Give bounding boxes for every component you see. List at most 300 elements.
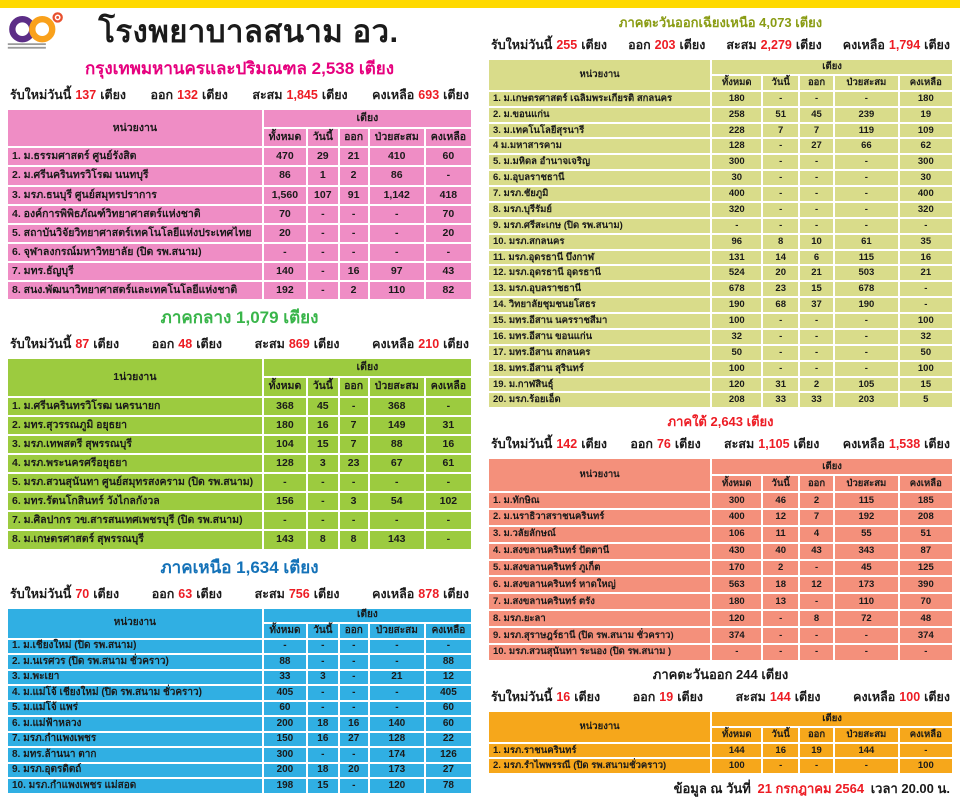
left-column — [6, 10, 473, 799]
value-cell: - — [339, 397, 369, 416]
value-cell: 100 — [899, 313, 953, 329]
value-cell: - — [425, 166, 472, 185]
value-cell: 20 — [339, 763, 369, 779]
stat-item — [10, 334, 119, 354]
value-cell: - — [762, 758, 799, 774]
stat-unit: เตียง — [93, 337, 120, 352]
table-row — [488, 560, 953, 577]
unit-cell: 17. มทร.อีสาน สกลนคร — [488, 345, 711, 361]
unit-cell: 1. ม.ทักษิณ — [488, 492, 711, 509]
value-cell: - — [263, 639, 307, 655]
value-cell: - — [307, 639, 339, 655]
value-cell: - — [263, 511, 307, 530]
unit-cell: 5. มรภ.สวนสุนันทา ศูนย์สมุทรสงคราม (ปิด รพ.สนาม) — [7, 473, 263, 492]
value-cell: 30 — [899, 170, 953, 186]
value-cell: 12 — [762, 509, 799, 526]
value-cell: 50 — [711, 345, 762, 361]
stat-unit: เตียง — [679, 38, 706, 52]
unit-cell: 6. ม.สงขลานครินทร์ หาดใหญ่ — [488, 576, 711, 593]
value-cell: - — [339, 685, 369, 701]
stat-unit: เตียง — [313, 586, 340, 601]
value-cell: 78 — [425, 778, 472, 794]
value-cell: 91 — [339, 186, 369, 205]
value-cell: - — [799, 560, 834, 577]
value-cell: 1,560 — [263, 186, 307, 205]
column-header: คงเหลือ — [899, 727, 953, 743]
value-cell: 390 — [899, 576, 953, 593]
value-cell: - — [762, 186, 799, 202]
stat-unit: เตียง — [793, 437, 820, 452]
section-title: ภาคเหนือ 1,634 เตียง — [160, 557, 319, 577]
column-header: ทั้งหมด — [263, 128, 307, 147]
value-cell: 12 — [425, 670, 472, 686]
value-cell: 7 — [799, 509, 834, 526]
table-row — [7, 186, 472, 205]
table-row — [488, 170, 953, 186]
stat-item — [736, 687, 821, 707]
value-cell: 19 — [799, 743, 834, 759]
unit-cell: 6. มทร.รัตนโกสินทร์ วังไกลกังวล — [7, 492, 263, 511]
value-cell: 400 — [899, 186, 953, 202]
stat-item — [843, 35, 950, 55]
value-cell: 173 — [369, 763, 425, 779]
value-cell: 45 — [834, 560, 899, 577]
value-cell: - — [339, 473, 369, 492]
value-cell: 2 — [339, 281, 369, 300]
stat-item — [630, 434, 700, 454]
value-cell: 3 — [307, 670, 339, 686]
unit-cell: 3. มรภ.ธนบุรี ศูนย์สมุทรปราการ — [7, 186, 263, 205]
stat-label: รับใหม่วันนี้ — [491, 38, 553, 52]
stat-label: รับใหม่วันนี้ — [491, 437, 553, 452]
table-row — [488, 281, 953, 297]
unit-cell: 19. ม.กาฬสินธุ์ — [488, 377, 711, 393]
value-cell: - — [762, 313, 799, 329]
value-cell: 170 — [711, 560, 762, 577]
unit-column-header: 1น่วยงาน — [7, 358, 263, 396]
value-cell: 144 — [711, 743, 762, 759]
stat-value: 70 — [75, 586, 90, 601]
stat-value: 869 — [288, 337, 310, 352]
value-cell: 174 — [369, 747, 425, 763]
value-cell: - — [799, 593, 834, 610]
section-bangkok — [6, 53, 473, 301]
section-stats — [487, 433, 954, 457]
table-row — [488, 329, 953, 345]
value-cell: 66 — [834, 138, 899, 154]
table-row — [488, 627, 953, 644]
value-cell: 33 — [799, 392, 834, 408]
unit-cell: 9. มรภ.ศรีสะเกษ (ปิด รพ.สนาม) — [488, 218, 711, 234]
column-header: ป่วยสะสม — [834, 75, 899, 91]
value-cell: - — [425, 243, 472, 262]
table-row — [488, 186, 953, 202]
section-east — [487, 663, 954, 776]
stat-label: สะสม — [254, 337, 285, 352]
value-cell: 107 — [307, 186, 338, 205]
section-title: กรุงเทพมหานครและปริมณฑล 2,538 เตียง — [84, 59, 395, 78]
value-cell: 678 — [711, 281, 762, 297]
stat-unit: เตียง — [196, 337, 223, 352]
asof-prefix: ข้อมูล ณ วันที่ — [673, 781, 751, 797]
column-header: ออก — [799, 475, 834, 492]
value-cell: 10 — [799, 234, 834, 250]
value-cell: 200 — [263, 716, 307, 732]
report-page — [0, 8, 960, 799]
stat-label: รับใหม่วันนี้ — [491, 689, 553, 704]
value-cell: - — [834, 170, 899, 186]
stat-unit: เตียง — [321, 88, 348, 102]
value-cell: 100 — [711, 361, 762, 377]
value-cell: 29 — [307, 147, 338, 166]
unit-cell: 3. ม.วลัยลักษณ์ — [488, 526, 711, 543]
table-row — [7, 654, 472, 670]
value-cell: 15 — [307, 435, 338, 454]
value-cell: - — [899, 218, 953, 234]
stat-label: สะสม — [724, 437, 755, 452]
stat-unit: เตียง — [677, 689, 704, 704]
value-cell: 405 — [425, 685, 472, 701]
value-cell: 7 — [339, 416, 369, 435]
section-north — [6, 552, 473, 795]
value-cell: 68 — [762, 297, 799, 313]
table-row — [488, 265, 953, 281]
table-row — [7, 205, 472, 224]
unit-cell: 8. ม.เกษตรศาสตร์ สุพรรณบุรี — [7, 530, 263, 549]
unit-cell: 4. ม.แม่โจ้ เชียงใหม่ (ปิด รพ.สนาม ชั่วคราว) — [7, 685, 263, 701]
table-row — [488, 743, 953, 759]
value-cell: 61 — [425, 454, 472, 473]
right-column — [487, 10, 954, 799]
value-cell: 55 — [834, 526, 899, 543]
value-cell: 21 — [369, 670, 425, 686]
unit-cell: 14. วิทยาลัยชุมชนยโสธร — [488, 297, 711, 313]
value-cell: - — [799, 218, 834, 234]
value-cell: 180 — [263, 416, 307, 435]
value-cell: 3 — [307, 454, 338, 473]
beds-group-header: เตียง — [263, 358, 472, 377]
unit-cell: 12. มรภ.อุดรธานี อุดรธานี — [488, 265, 711, 281]
section-stats — [6, 583, 473, 607]
value-cell: - — [834, 758, 899, 774]
table-row — [7, 243, 472, 262]
stat-value: 756 — [288, 586, 310, 601]
value-cell: 16 — [425, 435, 472, 454]
stat-label: สะสม — [735, 689, 766, 704]
unit-cell: 16. มทร.อีสาน ขอนแก่น — [488, 329, 711, 345]
table-row — [7, 397, 472, 416]
value-cell: 27 — [425, 763, 472, 779]
value-cell: 320 — [899, 202, 953, 218]
table-row — [488, 107, 953, 123]
unit-column-header: หน่วยงาน — [7, 608, 263, 639]
unit-cell: 1. ม.เกษตรศาสตร์ เฉลิมพระเกียรติ สกลนคร — [488, 91, 711, 107]
value-cell: 7 — [339, 435, 369, 454]
value-cell: 115 — [834, 492, 899, 509]
value-cell: 149 — [369, 416, 425, 435]
column-header: คงเหลือ — [899, 75, 953, 91]
column-header: ทั้งหมด — [263, 623, 307, 639]
table-row — [488, 377, 953, 393]
value-cell: 19 — [899, 107, 953, 123]
column-header: คงเหลือ — [425, 623, 472, 639]
column-header: คงเหลือ — [425, 377, 472, 396]
value-cell: 16 — [899, 250, 953, 266]
value-cell: 1,142 — [369, 186, 425, 205]
stat-item — [152, 334, 222, 354]
value-cell: 180 — [711, 91, 762, 107]
column-header: ป่วยสะสม — [369, 377, 425, 396]
column-header: ทั้งหมด — [711, 475, 762, 492]
value-cell: 8 — [762, 234, 799, 250]
column-header: วันนี้ — [762, 75, 799, 91]
value-cell: 15 — [899, 377, 953, 393]
value-cell: 368 — [369, 397, 425, 416]
unit-cell: 4. ม.สงขลานครินทร์ ปัตตานี — [488, 543, 711, 560]
value-cell: 54 — [369, 492, 425, 511]
stat-label: รับใหม่วันนี้ — [10, 337, 72, 352]
stat-value: 210 — [418, 337, 440, 352]
stat-item — [152, 584, 222, 604]
value-cell: - — [369, 205, 425, 224]
stat-item — [853, 687, 950, 707]
value-cell: 120 — [711, 610, 762, 627]
value-cell: 96 — [711, 234, 762, 250]
unit-cell: 2. มทร.สุวรรณภูมิ อยุธยา — [7, 416, 263, 435]
value-cell: 374 — [711, 627, 762, 644]
value-cell: 60 — [425, 147, 472, 166]
value-cell: - — [711, 218, 762, 234]
column-header: ทั้งหมด — [711, 727, 762, 743]
stat-unit: เตียง — [924, 689, 950, 704]
stat-label: คงเหลือ — [842, 437, 885, 452]
unit-cell: 15. มทร.อีสาน นครราชสีมา — [488, 313, 711, 329]
value-cell: 100 — [899, 361, 953, 377]
value-cell: 140 — [263, 262, 307, 281]
section-central — [6, 302, 473, 550]
value-cell: 198 — [263, 778, 307, 794]
unit-cell: 2. ม.นราธิวาสราชนครินทร์ — [488, 509, 711, 526]
column-header: วันนี้ — [762, 727, 799, 743]
column-header: ออก — [339, 128, 369, 147]
masthead — [6, 10, 473, 52]
value-cell: 131 — [711, 250, 762, 266]
value-cell: - — [834, 186, 899, 202]
value-cell: 8 — [307, 530, 338, 549]
value-cell: - — [263, 473, 307, 492]
unit-cell: 2. ม.ศรีนครินทรวิโรฒ นนทบุรี — [7, 166, 263, 185]
value-cell: 192 — [834, 509, 899, 526]
table-row — [7, 701, 472, 717]
table-row — [7, 747, 472, 763]
value-cell: 100 — [899, 758, 953, 774]
value-cell: - — [762, 644, 799, 661]
value-cell: 418 — [425, 186, 472, 205]
value-cell: - — [799, 361, 834, 377]
unit-column-header: หน่วยงาน — [7, 109, 263, 147]
stat-item — [372, 85, 469, 105]
stat-value: 87 — [75, 337, 90, 352]
beds-group-header: เตียง — [711, 711, 953, 727]
value-cell: 32 — [899, 329, 953, 345]
stat-value: 2,279 — [760, 38, 792, 52]
unit-cell: 18. มทร.อีสาน สุรินทร์ — [488, 361, 711, 377]
table-row — [7, 147, 472, 166]
stat-unit: เตียง — [313, 337, 340, 352]
value-cell: - — [799, 91, 834, 107]
value-cell: - — [799, 644, 834, 661]
value-cell: 51 — [762, 107, 799, 123]
page-title: โรงพยาบาลสนาม อว. — [98, 14, 399, 49]
unit-cell: 5. ม.แม่โจ้ แพร่ — [7, 701, 263, 717]
value-cell: 119 — [834, 123, 899, 139]
section-stats — [6, 333, 473, 357]
value-cell: 3 — [339, 492, 369, 511]
value-cell: 228 — [711, 123, 762, 139]
value-cell: - — [307, 654, 339, 670]
value-cell: 18 — [307, 763, 339, 779]
unit-cell: 7. มทร.ธัญบุรี — [7, 262, 263, 281]
value-cell: 400 — [711, 509, 762, 526]
stat-item — [491, 687, 600, 707]
column-header: ทั้งหมด — [263, 377, 307, 396]
value-cell: 125 — [899, 560, 953, 577]
unit-cell: 13. มรภ.อุบลราชธานี — [488, 281, 711, 297]
value-cell: - — [369, 473, 425, 492]
value-cell: - — [762, 627, 799, 644]
beds-group-header: เตียง — [711, 59, 953, 75]
table-row — [488, 526, 953, 543]
value-cell: 30 — [711, 170, 762, 186]
unit-cell: 5. ม.มหิดล อำนาจเจริญ — [488, 154, 711, 170]
stat-label: ออก — [630, 437, 653, 452]
stat-unit: เตียง — [196, 586, 223, 601]
value-cell: 190 — [834, 297, 899, 313]
value-cell: 16 — [339, 716, 369, 732]
asof-time: เวลา 20.00 น. — [870, 781, 950, 797]
value-cell: 20 — [263, 224, 307, 243]
value-cell: - — [799, 627, 834, 644]
table-row — [7, 473, 472, 492]
table-row — [7, 262, 472, 281]
stat-label: คงเหลือ — [372, 337, 415, 352]
section-northeast — [487, 11, 954, 409]
stat-item — [151, 85, 228, 105]
table-row — [488, 758, 953, 774]
value-cell: 33 — [762, 392, 799, 408]
value-cell: 126 — [425, 747, 472, 763]
value-cell: 320 — [711, 202, 762, 218]
value-cell: - — [834, 345, 899, 361]
value-cell: 190 — [711, 297, 762, 313]
column-header: ออก — [339, 623, 369, 639]
value-cell: - — [263, 243, 307, 262]
stat-label: สะสม — [252, 88, 283, 102]
value-cell: - — [425, 511, 472, 530]
table-row — [488, 218, 953, 234]
table-row — [488, 91, 953, 107]
stat-unit: เตียง — [443, 88, 469, 102]
value-cell: 200 — [263, 763, 307, 779]
value-cell: - — [799, 313, 834, 329]
value-cell: 102 — [425, 492, 472, 511]
unit-cell: 3. ม.เทคโนโลยีสุรนารี — [488, 123, 711, 139]
table-row — [488, 644, 953, 661]
value-cell: - — [834, 627, 899, 644]
column-header: ป่วยสะสม — [834, 727, 899, 743]
value-cell: 374 — [899, 627, 953, 644]
table-row — [7, 511, 472, 530]
value-cell: 239 — [834, 107, 899, 123]
value-cell: 67 — [369, 454, 425, 473]
value-cell: 258 — [711, 107, 762, 123]
value-cell: 14 — [762, 250, 799, 266]
value-cell: - — [339, 778, 369, 794]
value-cell: 143 — [263, 530, 307, 549]
column-header: วันนี้ — [762, 475, 799, 492]
value-cell: 70 — [263, 205, 307, 224]
value-cell: 21 — [799, 265, 834, 281]
unit-cell: 7. มรภ.กำแพงเพชร — [7, 732, 263, 748]
value-cell: - — [799, 170, 834, 186]
section-title: ภาคใต้ 2,643 เตียง — [667, 414, 774, 430]
value-cell: 15 — [307, 778, 339, 794]
beds-group-header: เตียง — [263, 608, 472, 624]
stat-value: 16 — [556, 689, 571, 704]
column-header: ทั้งหมด — [711, 75, 762, 91]
stat-value: 1,105 — [758, 437, 790, 452]
unit-cell: 1. ม.ธรรมศาสตร์ ศูนย์รังสิต — [7, 147, 263, 166]
stat-item — [628, 35, 705, 55]
stat-value: 132 — [177, 88, 198, 102]
table-row — [488, 610, 953, 627]
value-cell: 31 — [762, 377, 799, 393]
value-cell: 33 — [263, 670, 307, 686]
value-cell: 8 — [799, 610, 834, 627]
section-stats — [6, 84, 473, 108]
value-cell: 105 — [834, 377, 899, 393]
section-table — [6, 607, 473, 795]
value-cell: - — [762, 610, 799, 627]
value-cell: 18 — [762, 576, 799, 593]
value-cell: 21 — [339, 147, 369, 166]
value-cell: 180 — [899, 91, 953, 107]
unit-cell: 5. สถาบันวิจัยวิทยาศาสตร์เทคโนโลยีแห่งประเทศไทย — [7, 224, 263, 243]
value-cell: - — [339, 224, 369, 243]
table-row — [488, 361, 953, 377]
unit-column-header: หน่วยงาน — [488, 458, 711, 492]
value-cell: 192 — [263, 281, 307, 300]
value-cell: - — [762, 154, 799, 170]
table-row — [7, 454, 472, 473]
value-cell: 31 — [425, 416, 472, 435]
value-cell: 1 — [307, 166, 338, 185]
value-cell: 6 — [799, 250, 834, 266]
value-cell: - — [369, 224, 425, 243]
value-cell: - — [307, 224, 338, 243]
value-cell: 60 — [425, 701, 472, 717]
value-cell: 60 — [263, 701, 307, 717]
value-cell: 104 — [263, 435, 307, 454]
value-cell: - — [307, 511, 338, 530]
table-row — [488, 576, 953, 593]
value-cell: - — [899, 743, 953, 759]
stat-item — [491, 434, 607, 454]
stat-value: 693 — [418, 88, 440, 102]
value-cell: 88 — [369, 435, 425, 454]
value-cell: 72 — [834, 610, 899, 627]
unit-cell: 3. ม.พะเยา — [7, 670, 263, 686]
